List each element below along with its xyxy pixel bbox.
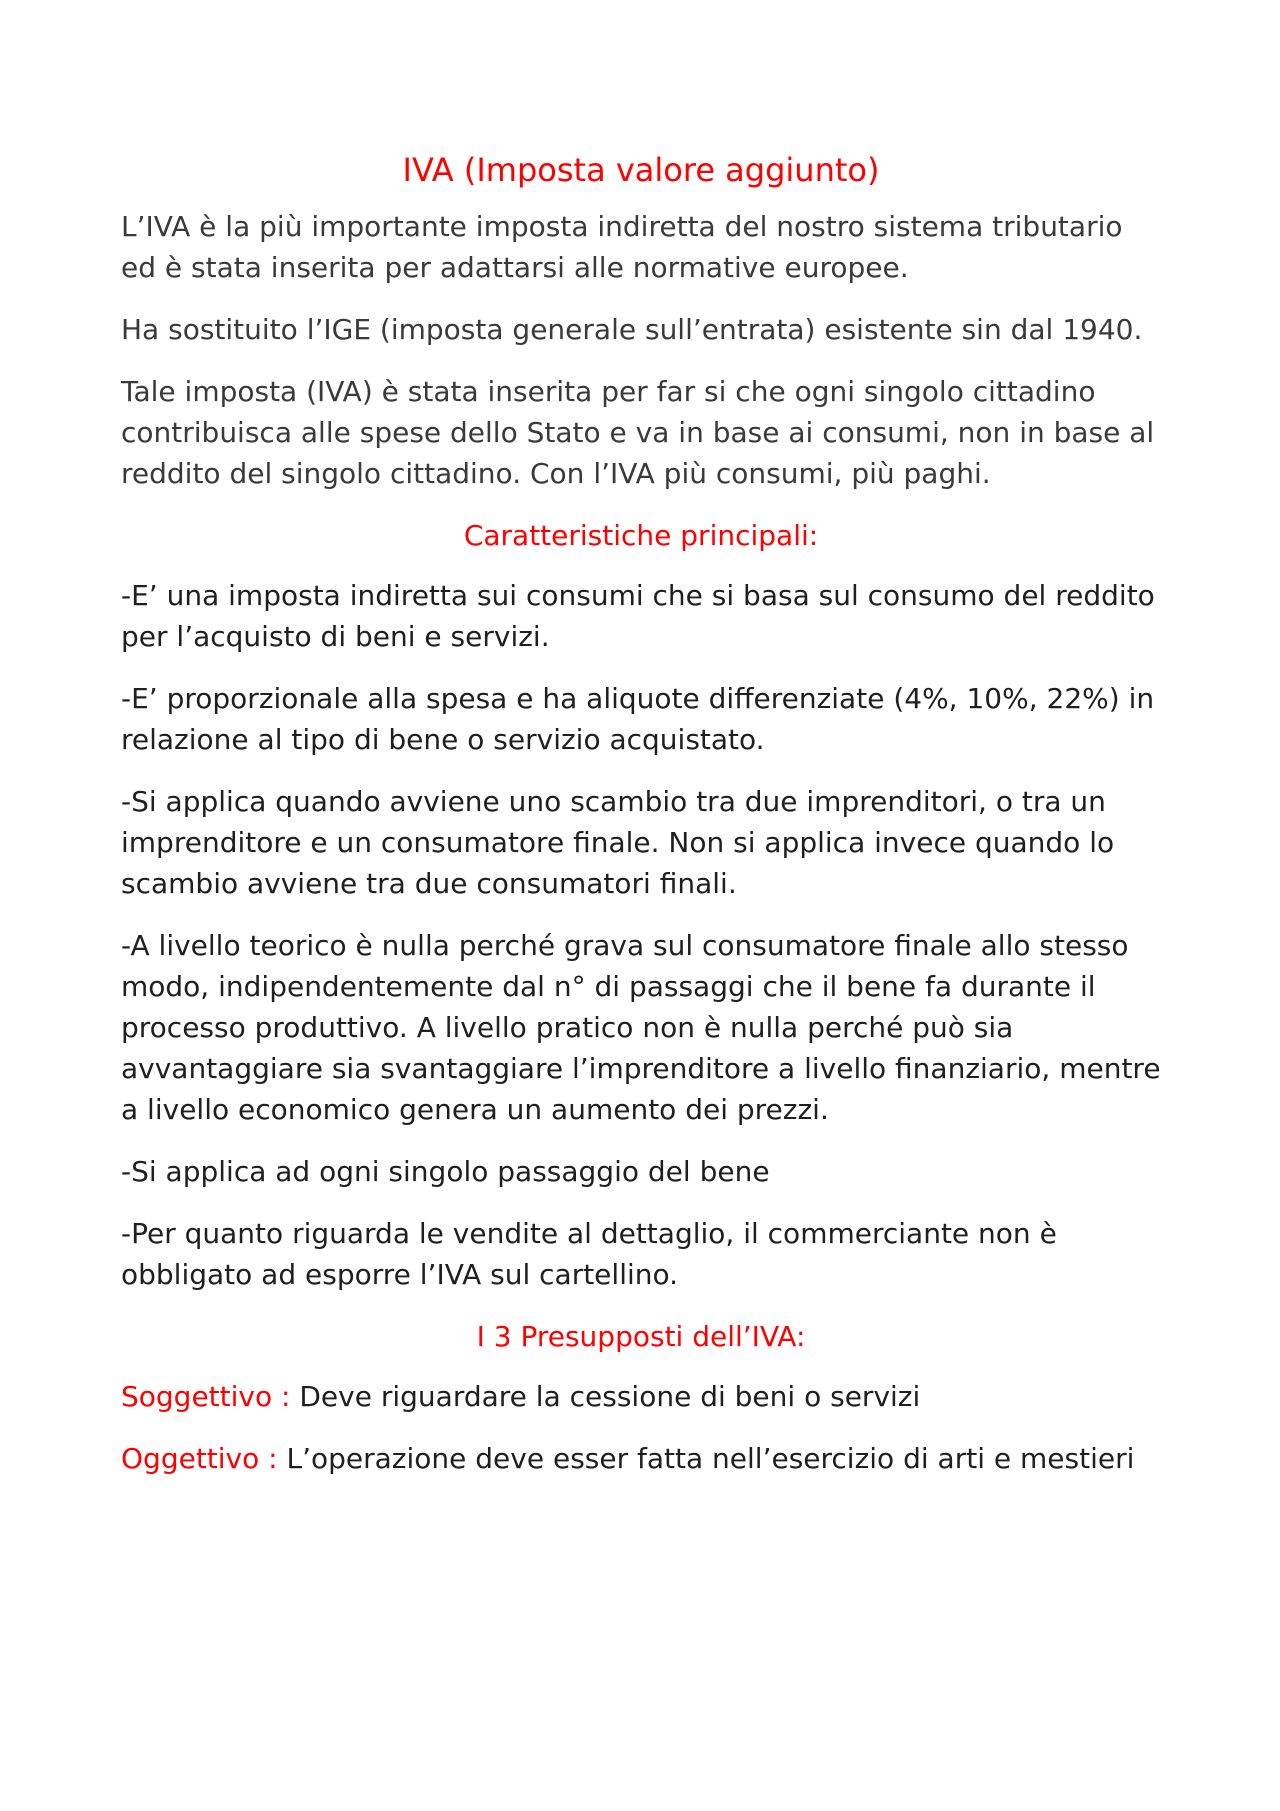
characteristic-item: -E’ proporzionale alla spesa e ha aliquote differenziate (4%, 10%, 22%) in relazione al tipo di bene o servizio acquistato. xyxy=(121,682,1155,756)
prerequisite-item-oggettivo xyxy=(121,1438,1161,1479)
intro-paragraph-1: L’IVA è la più importante imposta indiretta del nostro sistema tributario ed è stata inserita per adattarsi alle normative europee. xyxy=(121,210,1123,284)
characteristic-item: -E’ una imposta indiretta sui consumi che si basa sul consumo del reddito per l’acquisto di beni e servizi. xyxy=(121,579,1155,653)
intro-paragraph-2: Ha sostituito l’IGE (imposta generale sull’entrata) esistente sin dal 1940. xyxy=(121,313,1143,346)
prerequisite-text: Deve riguardare la cessione di beni o servizi xyxy=(299,1380,921,1413)
characteristic-item: -A livello teorico è nulla perché grava sul consumatore finale allo stesso modo, indipendentemente dal n° di passaggi che il bene fa durante il processo produttivo. A livello pratico non è nulla perché può sia avvantaggiare sia svantaggiare l’imprenditore a livello finanziario, mentre a livello economico genera un aumento dei prezzi. xyxy=(121,929,1161,1126)
document-page xyxy=(121,148,1161,1500)
characteristic-item: -Per quanto riguarda le vendite al dettaglio, il commerciante non è obbligato ad esporre l’IVA sul cartellino. xyxy=(121,1217,1057,1291)
document-title: IVA (Imposta valore aggiunto) xyxy=(402,151,880,189)
section-heading-prerequisites: I 3 Presupposti dell’IVA: xyxy=(476,1320,806,1353)
characteristic-item: -Si applica quando avviene uno scambio tra due imprenditori, o tra un imprenditore e un consumatore finale. Non si applica invece quando lo scambio avviene tra due consumatori finali. xyxy=(121,785,1115,900)
prerequisite-label: Soggettivo : xyxy=(121,1380,300,1413)
intro-paragraph-3: Tale imposta (IVA) è stata inserita per far si che ogni singolo cittadino contribuisca alle spese dello Stato e va in base ai consumi, non in base al reddito del singolo cittadino. Con l’IVA più consumi, più paghi. xyxy=(121,375,1155,490)
prerequisite-item-soggettivo xyxy=(121,1376,1161,1417)
prerequisite-label: Oggettivo : xyxy=(121,1442,287,1475)
prerequisite-text: L’operazione deve esser fatta nell’esercizio di arti e mestieri xyxy=(286,1442,1135,1475)
section-heading-characteristics: Caratteristiche principali: xyxy=(463,519,819,552)
characteristic-item: -Si applica ad ogni singolo passaggio del bene xyxy=(121,1155,770,1188)
